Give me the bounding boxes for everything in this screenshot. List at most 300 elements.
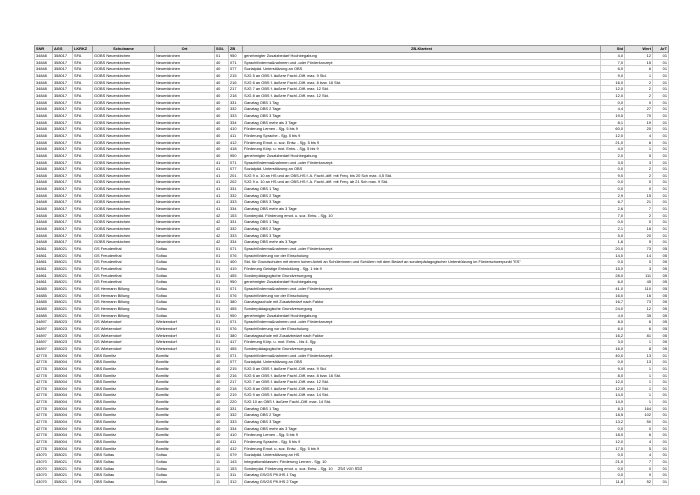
cell-art: 01 (653, 106, 669, 113)
cell-snr: 34848 (35, 86, 53, 93)
cell-snr: 34848 (35, 53, 53, 60)
cell-lkrkz: SFA (73, 399, 93, 406)
cell-ags: 358023 (53, 325, 73, 332)
cell-std: 9,0 (601, 172, 625, 179)
cell-std: 8,3 (601, 405, 625, 412)
cell-zb: 077 (229, 66, 243, 73)
cell-ags: 358017 (53, 53, 73, 60)
cell-lkrkz: SFA (73, 246, 93, 253)
cell-art: 01 (653, 452, 669, 459)
cell-lkrkz: SFA (73, 412, 93, 419)
cell-ags: 358021 (53, 452, 73, 459)
cell-ags: 358017 (53, 212, 73, 219)
cell-ort: Soltau (155, 259, 215, 266)
table-row (35, 192, 669, 199)
cell-ort: Neuenkirchen (155, 239, 215, 246)
cell-zb-klartext: Sonderpäd. Förderung emot. u. soz. Entw. - Sjg. 10 (243, 465, 601, 472)
cell-zb-klartext: SJG 7 an OBS f. äußere Fachl.-Diff. max. 12 Std. (243, 86, 601, 93)
cell-zb-klartext: SJG 6 an OBS f. äußere Fachl.-Diff. max. 8 bzw. 16 Std. (243, 79, 601, 86)
cell-art: 01 (653, 405, 669, 412)
cell-wert: 6 (625, 432, 653, 439)
cell-wert: 2 (625, 172, 653, 179)
cell-zb-klartext: genehmigter Zusatzbedarf Hochbegabung (243, 53, 601, 60)
cell-zb: 333 (229, 199, 243, 206)
cell-schulname: GOBS Neuenkirchen (93, 199, 155, 206)
cell-std: 2,6 (601, 206, 625, 213)
cell-std: 4,0 (601, 146, 625, 153)
table-row (35, 112, 669, 119)
cell-sgl: 40 (215, 72, 229, 79)
cell-ort: Soltau (155, 305, 215, 312)
cell-ags: 358004 (53, 365, 73, 372)
cell-snr: 42778 (35, 365, 53, 372)
cell-snr: 42778 (35, 439, 53, 446)
cell-lkrkz: SFA (73, 365, 93, 372)
cell-ort: Neuenkirchen (155, 53, 215, 60)
cell-ags: 358023 (53, 332, 73, 339)
cell-lkrkz: SFA (73, 106, 93, 113)
cell-zb-klartext: SJG 8 an OBS f. äußere Fachl.-Diff. max. 12 Std. (243, 385, 601, 392)
cell-ort: Bomlitz (155, 432, 215, 439)
cell-zb-klartext: genehmigter Zusatzbedarf Hochbegabung (243, 312, 601, 319)
cell-std: 16,2 (601, 332, 625, 339)
cell-zb-klartext: Sprachförderma&nahmen und -oder Förderkonzept (243, 59, 601, 66)
cell-schulname: GOBS Neuenkirchen (93, 159, 155, 166)
cell-ags: 358021 (53, 472, 73, 479)
cell-ort: Bomlitz (155, 365, 215, 372)
cell-ags: 358017 (53, 106, 73, 113)
cell-wert: 20 (625, 126, 653, 133)
cell-std: 6,0 (601, 279, 625, 286)
cell-sgl: 40 (215, 385, 229, 392)
cell-lkrkz: SFA (73, 232, 93, 239)
cell-sgl: 01 (215, 53, 229, 60)
cell-zb: 333 (229, 232, 243, 239)
cell-zb: 331 (229, 219, 243, 226)
cell-zb-klartext: Förderung Körp. u. mot. Entw. - Sjg. 5 bis 9 (243, 146, 601, 153)
cell-lkrkz: SFA (73, 292, 93, 299)
cell-sgl: 40 (215, 152, 229, 159)
cell-snr: 34848 (35, 112, 53, 119)
cell-std: 6,7 (601, 199, 625, 206)
cell-schulname: GS Wietzendorf (93, 345, 155, 352)
cell-ort: Bomlitz (155, 445, 215, 452)
cell-snr: 34848 (35, 146, 53, 153)
cell-wert: 73 (625, 299, 653, 306)
cell-snr: 34861 (35, 279, 53, 286)
cell-lkrkz: SFA (73, 146, 93, 153)
cell-wert: 1 (625, 385, 653, 392)
cell-zb: 071 (229, 246, 243, 253)
cell-wert: 4 (625, 452, 653, 459)
cell-ags: 358017 (53, 192, 73, 199)
cell-art: 01 (653, 179, 669, 186)
cell-zb: 071 (229, 285, 243, 292)
cell-ort: Neuenkirchen (155, 119, 215, 126)
cell-art: 01 (653, 392, 669, 399)
cell-ags: 358004 (53, 405, 73, 412)
cell-sgl: 40 (215, 445, 229, 452)
cell-art: 01 (653, 66, 669, 73)
cell-snr: 42778 (35, 359, 53, 366)
cell-zb-klartext: Ganztagsschule mit Zusatzbedarf nach Faktor (243, 299, 601, 306)
cell-zb: 218 (229, 385, 243, 392)
table-row (35, 385, 669, 392)
cell-zb-klartext: Sprachförderma&nahmen und -oder Förderkonzept (243, 285, 601, 292)
cell-art: 01 (653, 126, 669, 133)
cell-wert: 2 (625, 86, 653, 93)
cell-ags: 358004 (53, 399, 73, 406)
cell-ort: Neuenkirchen (155, 66, 215, 73)
col-header-std: Std (601, 46, 625, 53)
cell-art: 05 (653, 312, 669, 319)
cell-std: 15,0 (601, 266, 625, 273)
cell-ags: 358021 (53, 459, 73, 466)
cell-schulname: GS Freudenthal (93, 246, 155, 253)
cell-ort: Bomlitz (155, 439, 215, 446)
cell-ort: Wietzendorf (155, 325, 215, 332)
cell-sgl: 01 (215, 345, 229, 352)
cell-snr: 34861 (35, 259, 53, 266)
cell-snr: 34885 (35, 312, 53, 319)
cell-ort: Soltau (155, 472, 215, 479)
cell-zb-klartext: Ganztag OBS 2 Tage (243, 192, 601, 199)
cell-std: 14,0 (601, 252, 625, 259)
cell-art: 01 (653, 226, 669, 233)
cell-zb-klartext: SJG 9 an OBS f. äußere Fachl.-Diff. max. 14 Std. (243, 392, 601, 399)
cell-zb-klartext: Ganztag OBS 2 Tage (243, 226, 601, 233)
cell-art: 01 (653, 166, 669, 173)
table-row (35, 139, 669, 146)
cell-zb-klartext: Ganztag OBS mehr als 3 Tage (243, 206, 601, 213)
table-row (35, 359, 669, 366)
table-row (35, 126, 669, 133)
cell-snr: 43070 (35, 459, 53, 466)
table-row (35, 339, 669, 346)
cell-std: 0,0 (601, 166, 625, 173)
cell-zb-klartext: Sprachförderma&nahmen und -oder Förderkonzept (243, 352, 601, 359)
cell-ags: 358021 (53, 305, 73, 312)
cell-ort: Bomlitz (155, 412, 215, 419)
cell-sgl: 40 (215, 372, 229, 379)
table-row (35, 479, 669, 486)
col-header-schulname: Schulname (93, 46, 155, 53)
cell-ort: Soltau (155, 279, 215, 286)
table-row (35, 445, 669, 452)
cell-snr: 42778 (35, 372, 53, 379)
cell-ags: 358023 (53, 319, 73, 326)
cell-schulname: GOBS Neuenkirchen (93, 152, 155, 159)
cell-ort: Wietzendorf (155, 319, 215, 326)
cell-zb-klartext: Sprachförderma&nahmen und -oder Förderkonzept (243, 246, 601, 253)
cell-zb-klartext: Förderung Lernen - Sjg. 5 bis 9 (243, 432, 601, 439)
cell-art: 01 (653, 206, 669, 213)
cell-zb-klartext: Förderung Sprache - Sjg. 5 bis 9 (243, 439, 601, 446)
cell-schulname: GOBS Neuenkirchen (93, 126, 155, 133)
cell-zb: 331 (229, 99, 243, 106)
cell-zb-klartext: Ganztag OBS mehr als 3 Tage (243, 239, 601, 246)
cell-schulname: GOBS Neuenkirchen (93, 106, 155, 113)
cell-sgl: 40 (215, 379, 229, 386)
cell-std: 12,0 (601, 92, 625, 99)
cell-zb: 332 (229, 106, 243, 113)
table-row (35, 186, 669, 193)
cell-lkrkz: SFA (73, 359, 93, 366)
table-row (35, 312, 669, 319)
cell-wert: 15 (625, 59, 653, 66)
cell-schulname: GOBS Neuenkirchen (93, 179, 155, 186)
cell-zb: 332 (229, 226, 243, 233)
cell-zb-klartext: Ganztag OBS 2 Tage (243, 412, 601, 419)
cell-zb: 411 (229, 439, 243, 446)
cell-wert: 1 (625, 365, 653, 372)
cell-std: 0,0 (601, 452, 625, 459)
cell-lkrkz: SFA (73, 199, 93, 206)
cell-std: 13,2 (601, 419, 625, 426)
cell-zb: 202 (229, 179, 243, 186)
cell-art: 01 (653, 439, 669, 446)
cell-zb: 071 (229, 319, 243, 326)
cell-zb-klartext: Sprachförderung vor der Einschulung (243, 292, 601, 299)
table-row (35, 379, 669, 386)
cell-sgl: 42 (215, 226, 229, 233)
cell-ags: 358004 (53, 425, 73, 432)
cell-ort: Soltau (155, 266, 215, 273)
cell-ags: 358017 (53, 79, 73, 86)
cell-schulname: GOBS Neuenkirchen (93, 192, 155, 199)
cell-ags: 358017 (53, 132, 73, 139)
table-row (35, 365, 669, 372)
cell-zb-klartext: SJG 5 an OBS f. äußere Fachl.-Diff. max. 9 Std. (243, 72, 601, 79)
cell-ags: 358004 (53, 439, 73, 446)
cell-lkrkz: SFA (73, 219, 93, 226)
cell-ort: Wietzendorf (155, 332, 215, 339)
cell-art: 05 (653, 305, 669, 312)
cell-zb: 153 (229, 212, 243, 219)
cell-zb: 076 (229, 292, 243, 299)
cell-art: 05 (653, 266, 669, 273)
cell-sgl: 40 (215, 119, 229, 126)
cell-zb-klartext: Sonderpädagogische Grundversorgung (243, 272, 601, 279)
cell-ags: 358017 (53, 119, 73, 126)
cell-art: 01 (653, 186, 669, 193)
table-row (35, 305, 669, 312)
cell-ort: Neuenkirchen (155, 126, 215, 133)
cell-ort: Neuenkirchen (155, 179, 215, 186)
cell-schulname: OBS Bomlitz (93, 352, 155, 359)
cell-zb: 334 (229, 425, 243, 432)
cell-snr: 34848 (35, 192, 53, 199)
cell-sgl: 40 (215, 432, 229, 439)
cell-sgl: 11 (215, 479, 229, 486)
cell-wert: 19 (625, 119, 653, 126)
cell-schulname: GS Freudenthal (93, 279, 155, 286)
cell-snr: 34848 (35, 139, 53, 146)
cell-schulname: OBS Soltau (93, 465, 155, 472)
cell-snr: 34897 (35, 339, 53, 346)
cell-schulname: GOBS Neuenkirchen (93, 206, 155, 213)
cell-sgl: 40 (215, 439, 229, 446)
cell-zb-klartext: Ganztag GS/GS Pfl./HS 2 Tage (243, 479, 601, 486)
cell-lkrkz: SFA (73, 86, 93, 93)
table-row (35, 252, 669, 259)
cell-sgl: 42 (215, 232, 229, 239)
cell-zb-klartext: Ganztag OBS mehr als 3 Tage (243, 119, 601, 126)
cell-zb: 311 (229, 472, 243, 479)
cell-sgl: 40 (215, 86, 229, 93)
cell-lkrkz: SFA (73, 79, 93, 86)
table-row (35, 459, 669, 466)
cell-snr: 34848 (35, 206, 53, 213)
cell-sgl: 11 (215, 459, 229, 466)
cell-zb-klartext: Förderung Emot. u. soz. Entw. - Sjg. 5 bis 9 (243, 445, 601, 452)
table-row (35, 179, 669, 186)
cell-ort: Neuenkirchen (155, 59, 215, 66)
cell-schulname: GOBS Neuenkirchen (93, 92, 155, 99)
cell-zb-klartext: Förderung Körp. u. mot. Entw. - bis 4. Sjg. (243, 339, 601, 346)
cell-wert: 2 (625, 212, 653, 219)
cell-std: 0,0 (601, 99, 625, 106)
cell-std: 40,0 (601, 352, 625, 359)
cell-schulname: OBS Bomlitz (93, 439, 155, 446)
col-header-lkrkz: LKRKZ (73, 46, 93, 53)
cell-ort: Neuenkirchen (155, 146, 215, 153)
cell-schulname: GS Hermann Billung (93, 292, 155, 299)
cell-schulname: GS Freudenthal (93, 259, 155, 266)
cell-lkrkz: SFA (73, 465, 93, 472)
cell-snr: 34848 (35, 212, 53, 219)
cell-ort: Neuenkirchen (155, 106, 215, 113)
cell-sgl: 41 (215, 159, 229, 166)
cell-snr: 42778 (35, 432, 53, 439)
table-row (35, 259, 669, 266)
cell-std: 8,0 (601, 319, 625, 326)
cell-ags: 358017 (53, 232, 73, 239)
col-header-zb-klartext: ZB-Klartext (243, 46, 601, 53)
cell-art: 05 (653, 285, 669, 292)
cell-schulname: GOBS Neuenkirchen (93, 172, 155, 179)
cell-art: 01 (653, 385, 669, 392)
cell-zb: 331 (229, 405, 243, 412)
cell-zb: 332 (229, 412, 243, 419)
cell-schulname: GS Hermann Billung (93, 312, 155, 319)
cell-ort: Wietzendorf (155, 345, 215, 352)
cell-snr: 34885 (35, 305, 53, 312)
table-row (35, 425, 669, 432)
cell-schulname: OBS Bomlitz (93, 432, 155, 439)
table-row (35, 146, 669, 153)
cell-schulname: GOBS Neuenkirchen (93, 119, 155, 126)
cell-snr: 34897 (35, 325, 53, 332)
cell-wert: 164 (625, 405, 653, 412)
cell-ort: Soltau (155, 292, 215, 299)
cell-std: 18,0 (601, 432, 625, 439)
cell-std: 2,1 (601, 226, 625, 233)
cell-art: 05 (653, 325, 669, 332)
table-row (35, 246, 669, 253)
cell-schulname: OBS Bomlitz (93, 405, 155, 412)
cell-zb: 218 (229, 92, 243, 99)
cell-ort: Neuenkirchen (155, 132, 215, 139)
cell-ort: Bomlitz (155, 352, 215, 359)
cell-ort: Neuenkirchen (155, 232, 215, 239)
cell-zb: 950 (229, 312, 243, 319)
cell-sgl: 42 (215, 212, 229, 219)
cell-snr: 34848 (35, 66, 53, 73)
cell-art: 01 (653, 59, 669, 66)
cell-std: 4,4 (601, 106, 625, 113)
cell-snr: 43070 (35, 465, 53, 472)
cell-ort: Neuenkirchen (155, 79, 215, 86)
cell-wert: 1 (625, 372, 653, 379)
cell-snr: 42778 (35, 445, 53, 452)
cell-ags: 358017 (53, 139, 73, 146)
cell-sgl: 40 (215, 359, 229, 366)
cell-lkrkz: SFA (73, 439, 93, 446)
cell-schulname: GOBS Neuenkirchen (93, 86, 155, 93)
cell-ort: Soltau (155, 285, 215, 292)
cell-schulname: OBS Soltau (93, 452, 155, 459)
cell-ags: 358017 (53, 159, 73, 166)
cell-std: 3,0 (601, 339, 625, 346)
cell-zb-klartext: Sprachförderung vor der Einschulung (243, 252, 601, 259)
cell-snr: 34885 (35, 285, 53, 292)
cell-snr: 34861 (35, 246, 53, 253)
cell-zb: 331 (229, 186, 243, 193)
cell-wert: 27 (625, 106, 653, 113)
cell-ort: Neuenkirchen (155, 219, 215, 226)
cell-lkrkz: SFA (73, 226, 93, 233)
cell-std: 6,0 (601, 66, 625, 73)
cell-lkrkz: SFA (73, 339, 93, 346)
cell-snr: 42778 (35, 405, 53, 412)
cell-ort: Neuenkirchen (155, 206, 215, 213)
cell-lkrkz: SFA (73, 239, 93, 246)
cell-zb-klartext: Std. für Grundschulen mit einem hohen Anteil an Schülerinnen und Schülern mit dem Bedarf an sonderpädagogischer Unterstützung im Förderschwerpunkt "ES" (243, 259, 601, 266)
cell-wert: 13 (625, 359, 653, 366)
cell-zb: 412 (229, 445, 243, 452)
cell-schulname: GOBS Neuenkirchen (93, 226, 155, 233)
cell-schulname: GOBS Neuenkirchen (93, 219, 155, 226)
cell-wert: 21 (625, 199, 653, 206)
cell-sgl: 01 (215, 259, 229, 266)
cell-ags: 358004 (53, 372, 73, 379)
cell-std: 16,0 (601, 345, 625, 352)
cell-wert: 16 (625, 292, 653, 299)
cell-sgl: 41 (215, 206, 229, 213)
cell-snr: 34897 (35, 332, 53, 339)
cell-ort: Neuenkirchen (155, 186, 215, 193)
cell-snr: 42778 (35, 419, 53, 426)
cell-snr: 34848 (35, 179, 53, 186)
cell-snr: 34848 (35, 132, 53, 139)
cell-sgl: 11 (215, 472, 229, 479)
cell-ags: 358021 (53, 272, 73, 279)
cell-wert: 2 (625, 79, 653, 86)
cell-schulname: GS Hermann Billung (93, 305, 155, 312)
cell-lkrkz: SFA (73, 212, 93, 219)
cell-sgl: 41 (215, 179, 229, 186)
cell-schulname: GOBS Neuenkirchen (93, 59, 155, 66)
cell-schulname: GS Freudenthal (93, 272, 155, 279)
cell-lkrkz: SFA (73, 392, 93, 399)
cell-schulname: OBS Bomlitz (93, 445, 155, 452)
cell-ort: Wietzendorf (155, 339, 215, 346)
table-row (35, 106, 669, 113)
cell-std: 16,0 (601, 292, 625, 299)
cell-std: 16,7 (601, 299, 625, 306)
cell-zb-klartext: Ganztag OBS 2 Tage (243, 106, 601, 113)
